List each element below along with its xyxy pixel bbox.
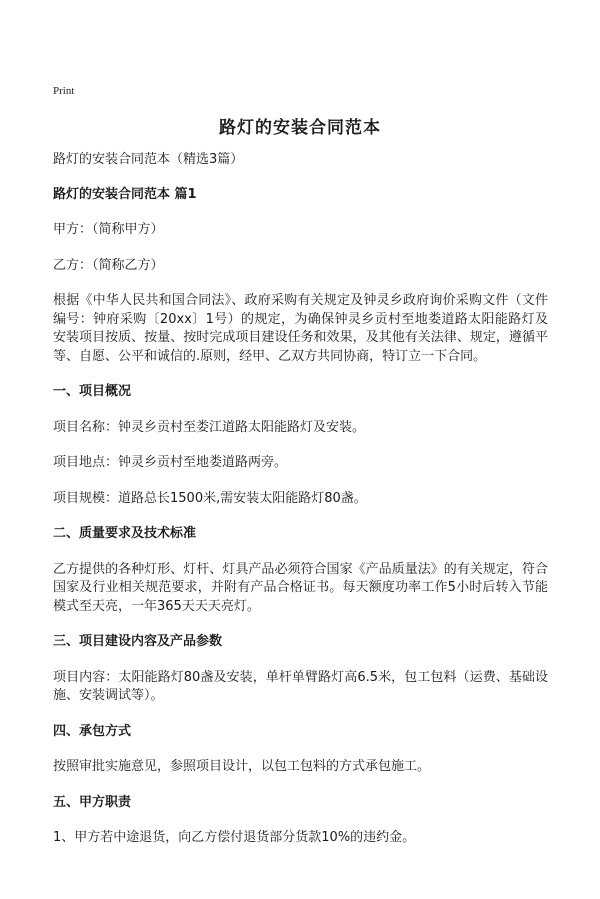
- section-paragraph: 项目规模：道路总长1500米,需安装太阳能路灯80盏。: [53, 490, 367, 506]
- section-paragraph: 项目名称：钟灵乡贡村至娄江道路太阳能路灯及安装。: [53, 419, 366, 435]
- section-paragraph: 按照审批实施意见，参照项目设计，以包工包料的方式承包施工。: [53, 759, 431, 774]
- party-a-line: 甲方：（简称甲方）: [53, 222, 164, 237]
- section-paragraph: 项目地点：钟灵乡贡村至地娄道路两旁。: [53, 455, 288, 470]
- document-body: [53, 151, 548, 865]
- section-paragraph: 项目内容：太阳能路灯80盏及安装，单杆单臂路灯高6.5米，包工包料（运费、基础设施、安装调试等）。: [53, 669, 548, 703]
- section-heading: 二、质量要求及技术标准: [53, 526, 197, 541]
- article-heading: 路灯的安装合同范本 篇1: [53, 186, 197, 202]
- party-b-line: 乙方：（简称乙方）: [53, 257, 164, 273]
- section-heading: 四、承包方式: [53, 723, 132, 739]
- document-subtitle: 路灯的安装合同范本（精选3篇）: [53, 152, 244, 167]
- section-heading: 三、项目建设内容及产品参数: [53, 634, 223, 649]
- section-heading: 五、甲方职责: [53, 794, 132, 810]
- intro-paragraph: 根据《中华人民共和国合同法》、政府采购有关规定及钟灵乡政府询价采购文件（文件编号：钟府采购〔20xx〕1号）的规定，为确保钟灵乡贡村至地娄道路太阳能路灯及安装项目按质、按量、按时完成项目建设任务和效果，及其他有关法律、规定，遵循平等、自愿、公平和诚信的.原则，经甲、乙双方共同协商，特订立一下合同。: [53, 293, 548, 364]
- document-title: 路灯的安装合同范本: [219, 118, 381, 138]
- section-heading: 一、项目概况: [53, 384, 132, 399]
- print-label: Print: [53, 85, 75, 97]
- section-paragraph: 乙方提供的各种灯形、灯杆、灯具产品必须符合国家《产品质量法》的有关规定，符合国家及行业相关规范要求，并附有产品合格证书。每天额度功率工作5小时后转入节能模式至天亮，一年365天天天亮灯。: [53, 561, 548, 614]
- section-paragraph: 1、甲方若中途退货，向乙方偿付退货部分货款10%的违约金。: [53, 830, 416, 845]
